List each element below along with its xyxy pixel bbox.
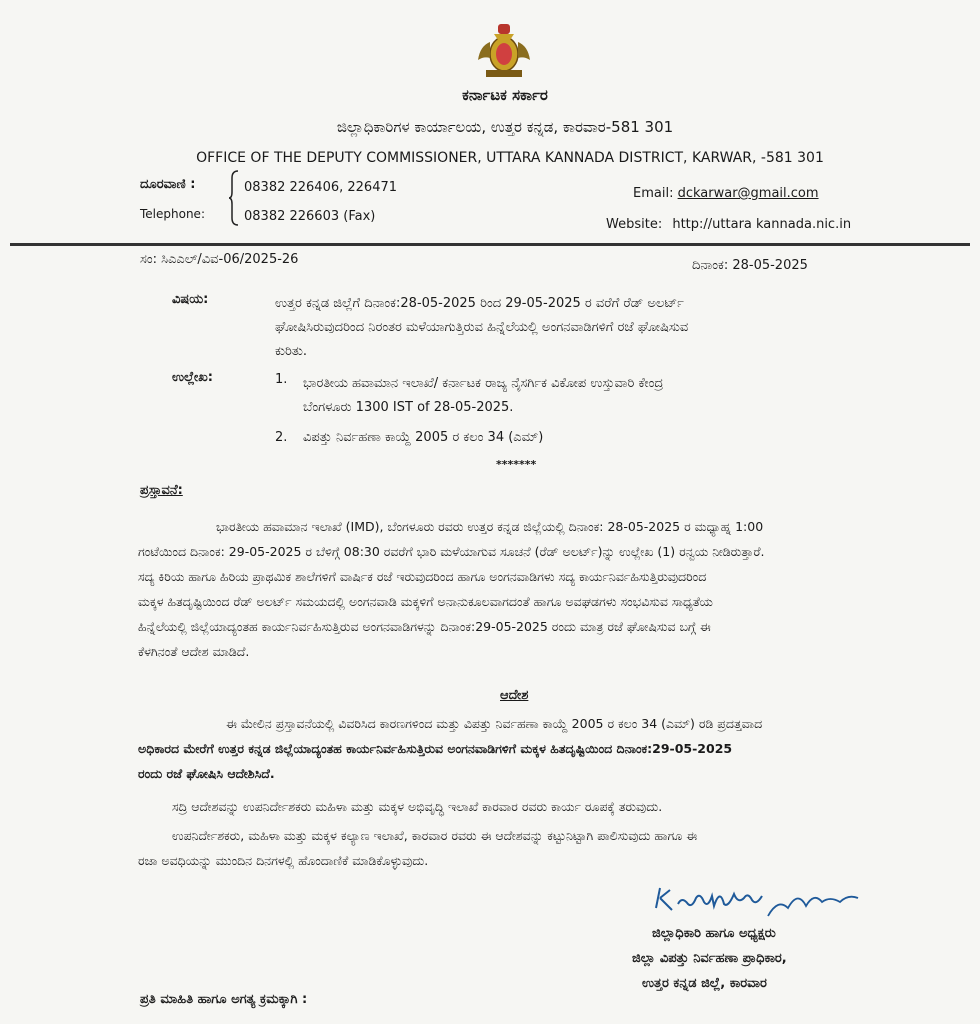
preamble-line: ಮಕ್ಕಳ ಹಿತದೃಷ್ಟಿಯಿಂದ ರೆಡ್ ಅಲರ್ಟ್ ಸಮಯದಲ್ಲಿ ಅಂಗನವಾಡಿ ಮಕ್ಕಳಿಗೆ ಅನಾನುಕೂಲವಾಗದಂತೆ ಹಾಗೂ ಅವಘಡಗಳು ಸಂಭವಿಸುವ ಸಾಧ್ಯತೆಯ (138, 594, 713, 609)
section-separator: ******* (496, 458, 537, 471)
phone-number-fax: 08382 226603 (Fax) (244, 209, 376, 224)
reference-item-1 (303, 372, 663, 420)
preamble-line: ಸದ್ಯ ಕಿರಿಯ ಹಾಗೂ ಹಿರಿಯ ಪ್ರಾಥಮಿಕ ಶಾಲೆಗಳಿಗೆ ವಾರ್ಷಿಕ ರಜೆ ಇರುವುದರಿಂದ ಹಾಗೂ ಅಂಗನವಾಡಿಗಳು ಸದ್ಯ ಕಾರ್ಯನಿರ್ವಹಿಸುತ್ತಿರುವುದರಿಂದ (138, 569, 707, 584)
reference-item-number: 2. (275, 430, 288, 445)
subject-line: ಘೋಷಿಸಿರುವುದರಿಂದ ನಿರಂತರ ಮಳೆಯಾಗುತ್ತಿರುವ ಹಿನ್ನೆಲೆಯಲ್ಲಿ ಅಂಗನವಾಡಿಗಳಿಗೆ ರಜೆ ಘೋಷಿಸುವ (275, 320, 689, 335)
order-line: ಈ ಮೇಲಿನ ಪ್ರಸ್ತಾವನೆಯಲ್ಲಿ ವಿವರಿಸಿದ ಕಾರಣಗಳಿಂದ ಮತ್ತು ವಿಪತ್ತು ನಿರ್ವಹಣಾ ಕಾಯ್ದೆ 2005 ರ ಕಲಂ 34 (ಎಮ್) ರಡಿ ಪ್ರದತ್ತವಾದ (226, 716, 763, 731)
phone-number-primary: 08382 226406, 226471 (244, 180, 398, 195)
signature-image (648, 878, 868, 928)
subject-text (275, 292, 688, 364)
subject-line: ಕುರಿತು. (275, 344, 308, 359)
preamble-line: ಹಿನ್ನೆಲೆಯಲ್ಲಿ ಜಿಲ್ಲೆಯಾದ್ಯಂತಹ ಕಾರ್ಯನಿರ್ವಹಿಸುತ್ತಿರುವ ಅಂಗನವಾಡಿಗಳನ್ನು ದಿನಾಂಕ:29-05-2025 ರಂದು ಮಾತ್ರ ರಜೆ ಘೋಷಿಸುವ ಬಗ್ಗೆ ಈ (138, 619, 711, 634)
office-name-english: OFFICE OF THE DEPUTY COMMISSIONER, UTTARA KANNADA DISTRICT, KARWAR, -581 301 (196, 150, 824, 166)
reference-line: ಬೆಂಗಳೂರು 1300 IST of 28-05-2025. (303, 400, 514, 415)
preamble-line: ಭಾರತೀಯ ಹವಾಮಾನ ಇಲಾಖೆ (IMD), ಬೆಂಗಳೂರು ರವರು ಉತ್ತರ ಕನ್ನಡ ಜಿಲ್ಲೆಯಲ್ಲಿ ದಿನಾಂಕ: 28-05-2025 ರ ಮಧ್ಯಾಹ್ನ 1:00 (216, 519, 764, 534)
order-line: ಅಧಿಕಾರದ ಮೇರೆಗೆ ಉತ್ತರ ಕನ್ನಡ ಜಿಲ್ಲೆಯಾದ್ಯಂತಹ ಕಾರ್ಯನಿರ್ವಹಿಸುತ್ತಿರುವ ಅಂಗನವಾಡಿಗಳಿಗೆ ಮಕ್ಕಳ ಹಿತದೃಷ್ಟಿಯಿಂದ ದಿನಾಂಕ:29-05-2025 (138, 741, 733, 756)
email-label: Email: (633, 186, 674, 201)
reference-number: ಸಂ: ಸಿಎಎಲ್/ವಿವ-06/2025-26 (140, 252, 299, 267)
references-label: ಉಲ್ಲೇಖ: (172, 370, 213, 385)
order-heading: ಆದೇಶ (500, 688, 529, 703)
reference-item-2: ವಿಪತ್ತು ನಿರ್ವಹಣಾ ಕಾಯ್ದೆ 2005 ರ ಕಲಂ 34 (ಎಮ್) (303, 430, 544, 445)
karnataka-emblem-icon (468, 20, 540, 82)
order-line: ರಜಾ ಅವಧಿಯನ್ನು ಮುಂದಿನ ದಿನಗಳಲ್ಲಿ ಹೊಂದಾಣಿಕೆ ಮಾಡಿಕೊಳ್ಳುವುದು. (138, 853, 429, 868)
website-link[interactable]: http://uttara kannada.nic.in (672, 217, 852, 232)
brace-icon (228, 170, 240, 226)
copy-to-heading: ಪ್ರತಿ ಮಾಹಿತಿ ಹಾಗೂ ಅಗತ್ಯ ಕ್ರಮಕ್ಕಾಗಿ : (140, 992, 308, 1007)
phone-label-kannada: ದೂರವಾಣಿ : (140, 177, 196, 192)
preamble-paragraph (138, 514, 968, 664)
preamble-line: ಕೆಳಗಿನಂತೆ ಆದೇಶ ಮಾಡಿದೆ. (138, 644, 250, 659)
reference-item-number: 1. (275, 372, 288, 387)
email-link[interactable]: dckarwar@gmail.com (677, 186, 819, 201)
signatory-authority: ಜಿಲ್ಲಾ ವಿಪತ್ತು ನಿರ್ವಹಣಾ ಪ್ರಾಧಿಕಾರ, (632, 951, 787, 966)
preamble-line: ಗಂಟೆಯಿಂದ ದಿನಾಂಕ: 29-05-2025 ರ ಬೆಳಿಗ್ಗೆ 08:30 ರವರೆಗೆ ಭಾರಿ ಮಳೆಯಾಗುವ ಸೂಚನೆ (ರೆಡ್ ಅಲರ್ಟ್)ನ್ನು ಉಲ್ಲೇಖ (1) ರನ್ವಯ ನೀಡಿರುತ್ತಾರೆ. (138, 544, 765, 559)
signatory-location: ಉತ್ತರ ಕನ್ನಡ ಜಿಲ್ಲೆ, ಕಾರವಾರ (642, 976, 767, 991)
order-line: ರಂದು ರಜೆ ಘೋಷಿಸಿ ಆದೇಶಿಸಿದೆ. (138, 766, 275, 781)
preamble-heading: ಪ್ರಸ್ತಾವನೆ: (140, 483, 183, 498)
office-name-kannada: ಜಿಲ್ಲಾಧಿಕಾರಿಗಳ ಕಾರ್ಯಾಲಯ, ಉತ್ತರ ಕನ್ನಡ, ಕಾರವಾರ-581 301 (336, 118, 674, 136)
phone-label-english: Telephone: (140, 207, 205, 221)
letter-date: ದಿನಾಂಕ: 28-05-2025 (692, 258, 808, 273)
government-title: ಕರ್ನಾಟಕ ಸರ್ಕಾರ (462, 86, 548, 104)
website-label: Website: (606, 217, 663, 232)
subject-line: ಉತ್ತರ ಕನ್ನಡ ಜಿಲ್ಲೆಗೆ ದಿನಾಂಕ:28-05-2025 ರಿಂದ 29-05-2025 ರ ವರೆಗೆ ರೆಡ್ ಅಲರ್ಟ್ (275, 296, 684, 311)
order-paragraph (138, 711, 968, 873)
order-line: ಸದ್ರಿ ಆದೇಶವನ್ನು ಉಪನಿರ್ದೇಶಕರು ಮಹಿಳಾ ಮತ್ತು ಮಕ್ಕಳ ಅಭಿವೃದ್ಧಿ ಇಲಾಖೆ ಕಾರವಾರ ರವರು ಕಾರ್ಯ ರೂಪಕ್ಕೆ ತರುವುದು. (172, 799, 663, 814)
order-line: ಉಪನಿರ್ದೇಶಕರು, ಮಹಿಳಾ ಮತ್ತು ಮಕ್ಕಳ ಕಲ್ಯಾಣ ಇಲಾಖೆ, ಕಾರವಾರ ರವರು ಈ ಆದೇಶವನ್ನು ಕಟ್ಟುನಿಟ್ಟಾಗಿ ಪಾಲಿಸುವುದು ಹಾಗೂ ಈ (172, 828, 698, 843)
subject-label: ವಿಷಯ: (172, 292, 209, 307)
reference-line: ಭಾರತೀಯ ಹವಾಮಾನ ಇಲಾಖೆ/ ಕರ್ನಾಟಕ ರಾಜ್ಯ ನೈಸರ್ಗಿಕ ವಿಕೋಪ ಉಸ್ತುವಾರಿ ಕೇಂದ್ರ (303, 376, 664, 391)
signatory-designation: ಜಿಲ್ಲಾಧಿಕಾರಿ ಹಾಗೂ ಅಧ್ಯಕ್ಷರು (652, 926, 776, 941)
header-divider (10, 243, 970, 246)
